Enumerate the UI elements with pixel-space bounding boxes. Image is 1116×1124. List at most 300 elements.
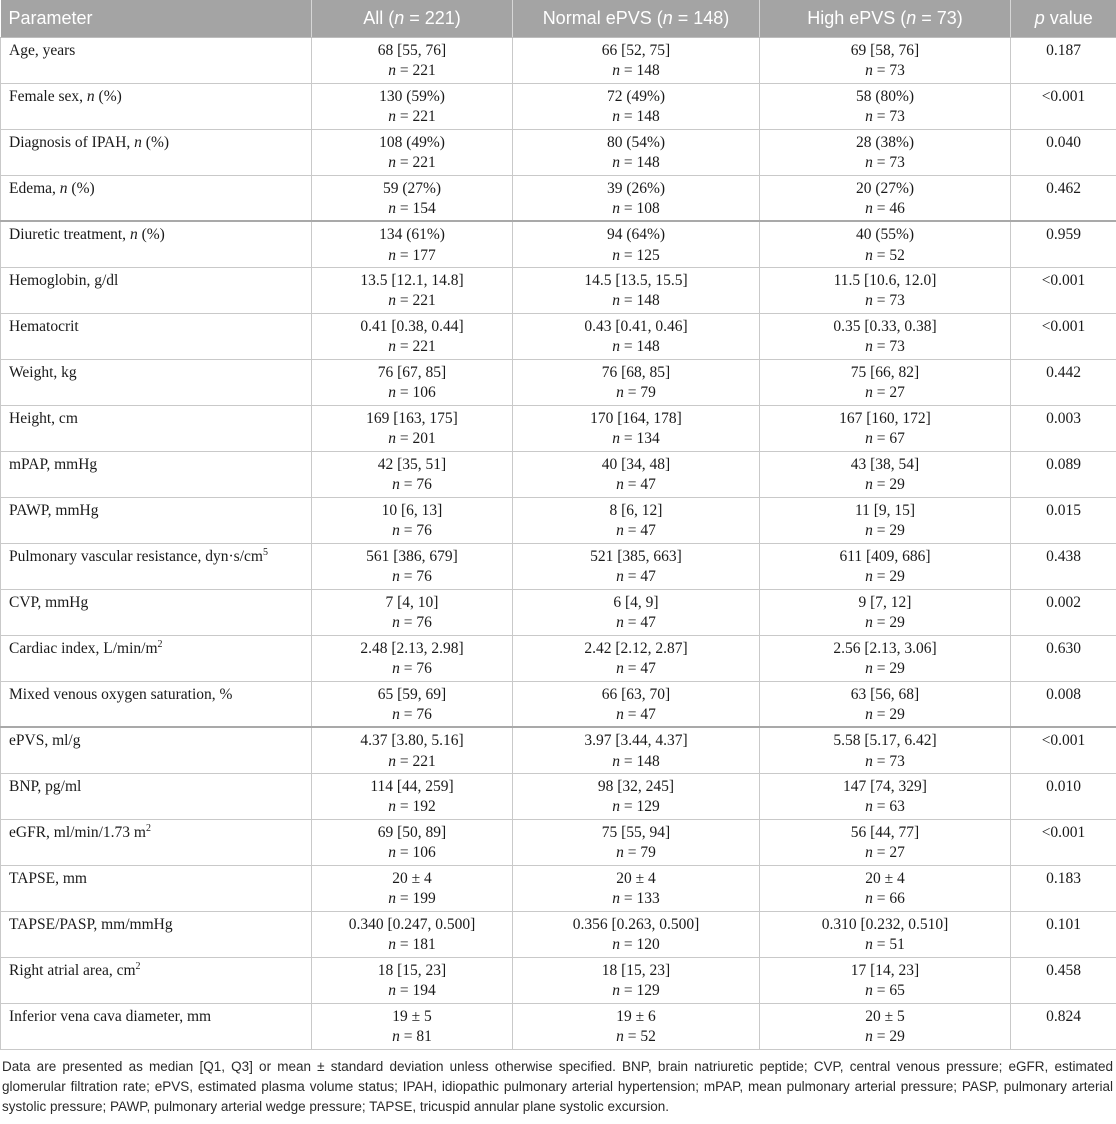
- all-cell: [312, 175, 513, 221]
- value-text: 8 [6, 12]: [609, 501, 663, 519]
- parameter-label: Right atrial area, cm: [9, 961, 136, 979]
- n-count: n = 76: [392, 706, 432, 723]
- parameter-label: Diagnosis of IPAH, n (%): [9, 133, 170, 151]
- value-text: 13.5 [12.1, 14.8]: [360, 271, 464, 289]
- n-count: n = 221: [388, 154, 436, 171]
- value-text: 68 [55, 76]: [377, 41, 447, 59]
- parameter-cell: [1, 267, 312, 313]
- value-text: 561 [386, 679]: [366, 547, 458, 565]
- n-count: n = 47: [616, 614, 656, 631]
- n-count: n = 27: [865, 844, 905, 861]
- p-value-cell: [1011, 635, 1116, 681]
- p-value: 0.442: [1046, 363, 1081, 381]
- p-value: 0.959: [1046, 226, 1081, 243]
- n-count: n = 47: [616, 476, 656, 493]
- n-count: n = 79: [616, 384, 656, 401]
- all-cell: [312, 221, 513, 267]
- n-count: n = 221: [388, 752, 436, 770]
- parameter-cell: [1, 313, 312, 359]
- value-text: 76 [67, 85]: [377, 363, 447, 381]
- table-row: [1, 543, 1116, 589]
- value-text: 14.5 [13.5, 15.5]: [584, 271, 688, 289]
- high-cell: [760, 175, 1011, 221]
- table-row: [1, 221, 1116, 267]
- parameter-label: eGFR, ml/min/1.73 m: [9, 823, 146, 841]
- value-text: 611 [409, 686]: [839, 547, 931, 565]
- parameter-cell: [1, 635, 312, 681]
- value-text: 7 [4, 10]: [385, 593, 439, 611]
- normal-cell: [513, 83, 760, 129]
- n-count: n = 201: [388, 430, 436, 447]
- n-count: n = 134: [612, 430, 660, 447]
- value-text: 69 [50, 89]: [377, 823, 447, 841]
- n-count: n = 29: [865, 568, 905, 585]
- value-text: 66 [52, 75]: [601, 41, 671, 59]
- parameter-label: Height, cm: [9, 409, 78, 427]
- normal-cell: [513, 1003, 760, 1049]
- table-row: [1, 359, 1116, 405]
- parameter-cell: [1, 221, 312, 267]
- p-value-cell: [1011, 773, 1116, 819]
- value-text: 134 (61%): [379, 226, 445, 243]
- p-value-cell: [1011, 957, 1116, 1003]
- value-text: 59 (27%): [382, 179, 442, 197]
- value-text: 58 (80%): [855, 87, 915, 105]
- parameter-cell: [1, 405, 312, 451]
- header-all: All (n = 221): [312, 0, 513, 37]
- table-row: [1, 957, 1116, 1003]
- unit-superscript: 2: [157, 638, 163, 650]
- value-text: 130 (59%): [379, 87, 445, 105]
- p-value: <0.001: [1041, 732, 1086, 749]
- n-count: n = 52: [616, 1028, 656, 1045]
- all-cell: [312, 129, 513, 175]
- normal-cell: [513, 497, 760, 543]
- n-count: n = 120: [612, 936, 660, 953]
- table-row: [1, 911, 1116, 957]
- value-text: 40 (55%): [855, 226, 915, 243]
- high-cell: [760, 1003, 1011, 1049]
- p-value: 0.183: [1046, 869, 1081, 887]
- value-text: 6 [4, 9]: [613, 593, 659, 611]
- parameter-cell: [1, 129, 312, 175]
- unit-superscript: 2: [135, 960, 141, 972]
- p-value: 0.089: [1046, 455, 1081, 473]
- all-cell: [312, 37, 513, 83]
- p-value-cell: [1011, 175, 1116, 221]
- parameter-label: PAWP, mmHg: [9, 501, 99, 519]
- value-text: 170 [164, 178]: [590, 409, 682, 427]
- parameter-label: TAPSE/PASP, mm/mmHg: [9, 915, 173, 933]
- n-count: n = 51: [865, 936, 905, 953]
- value-text: 2.48 [2.13, 2.98]: [360, 639, 464, 657]
- n-count: n = 79: [616, 844, 656, 861]
- table-row: [1, 497, 1116, 543]
- n-count: n = 76: [392, 568, 432, 585]
- value-text: 2.42 [2.12, 2.87]: [584, 639, 688, 657]
- all-cell: [312, 865, 513, 911]
- normal-cell: [513, 267, 760, 313]
- p-value-cell: [1011, 543, 1116, 589]
- p-value-cell: [1011, 221, 1116, 267]
- n-count: n = 65: [865, 982, 905, 999]
- n-count: n = 221: [388, 292, 436, 309]
- n-count: n = 46: [865, 200, 905, 217]
- high-cell: [760, 497, 1011, 543]
- value-text: 76 [68, 85]: [601, 363, 671, 381]
- normal-cell: [513, 589, 760, 635]
- parameter-label: Diuretic treatment, n (%): [9, 226, 165, 243]
- p-value: <0.001: [1041, 271, 1086, 289]
- all-cell: [312, 681, 513, 727]
- high-cell: [760, 313, 1011, 359]
- parameter-label: Age, years: [9, 41, 76, 59]
- p-value-cell: [1011, 405, 1116, 451]
- value-text: 28 (38%): [855, 133, 915, 151]
- normal-cell: [513, 129, 760, 175]
- value-text: 43 [38, 54]: [850, 455, 920, 473]
- parameter-cell: [1, 727, 312, 773]
- n-count: n = 63: [865, 798, 905, 815]
- normal-cell: [513, 865, 760, 911]
- n-count: n = 192: [388, 798, 436, 815]
- value-text: 167 [160, 172]: [839, 409, 931, 427]
- normal-cell: [513, 635, 760, 681]
- n-count: n = 76: [392, 476, 432, 493]
- n-count: n = 81: [392, 1028, 432, 1045]
- parameter-cell: [1, 957, 312, 1003]
- p-value-cell: [1011, 819, 1116, 865]
- table-row: [1, 589, 1116, 635]
- n-count: n = 125: [612, 246, 660, 264]
- high-cell: [760, 405, 1011, 451]
- high-cell: [760, 83, 1011, 129]
- high-cell: [760, 773, 1011, 819]
- p-value-cell: [1011, 359, 1116, 405]
- parameter-label: Mixed venous oxygen saturation, %: [9, 685, 233, 703]
- value-text: 0.43 [0.41, 0.46]: [584, 317, 688, 335]
- parameter-cell: [1, 819, 312, 865]
- p-value-cell: [1011, 37, 1116, 83]
- n-count: n = 47: [616, 660, 656, 677]
- value-text: 3.97 [3.44, 4.37]: [584, 732, 688, 749]
- value-text: 0.41 [0.38, 0.44]: [360, 317, 464, 335]
- p-value-cell: [1011, 911, 1116, 957]
- value-text: 40 [34, 48]: [601, 455, 671, 473]
- p-value: <0.001: [1041, 823, 1086, 841]
- parameter-cell: [1, 37, 312, 83]
- value-text: 98 [32, 245]: [597, 777, 675, 795]
- n-count: n = 154: [388, 200, 436, 217]
- table-row: [1, 451, 1116, 497]
- n-count: n = 73: [865, 752, 905, 770]
- value-text: 20 (27%): [855, 179, 915, 197]
- header-normal-epvs: Normal ePVS (n = 148): [513, 0, 760, 37]
- value-text: 147 [74, 329]: [843, 777, 927, 795]
- table-row: [1, 727, 1116, 773]
- value-text: 39 (26%): [606, 179, 666, 197]
- n-count: n = 181: [388, 936, 436, 953]
- parameter-cell: [1, 497, 312, 543]
- p-value-cell: [1011, 497, 1116, 543]
- n-count: n = 129: [612, 982, 660, 999]
- n-count: n = 106: [388, 844, 436, 861]
- high-cell: [760, 267, 1011, 313]
- n-count: n = 47: [616, 568, 656, 585]
- parameter-label: ePVS, ml/g: [9, 732, 81, 749]
- table-row: [1, 37, 1116, 83]
- normal-cell: [513, 175, 760, 221]
- value-text: 56 [44, 77]: [850, 823, 920, 841]
- parameter-label: Cardiac index, L/min/m: [9, 639, 158, 657]
- high-cell: [760, 727, 1011, 773]
- n-count: n = 29: [865, 476, 905, 493]
- parameter-label: Inferior vena cava diameter, mm: [9, 1007, 212, 1025]
- parameter-cell: [1, 175, 312, 221]
- value-text: 4.37 [3.80, 5.16]: [360, 732, 464, 749]
- all-cell: [312, 1003, 513, 1049]
- value-text: 20 ± 4: [392, 869, 432, 887]
- n-count: n = 73: [865, 62, 905, 79]
- all-cell: [312, 313, 513, 359]
- table-row: [1, 83, 1116, 129]
- value-text: 10 [6, 13]: [381, 501, 443, 519]
- value-text: 20 ± 5: [865, 1007, 905, 1025]
- normal-cell: [513, 451, 760, 497]
- p-value-cell: [1011, 865, 1116, 911]
- n-count: n = 73: [865, 338, 905, 355]
- value-text: 17 [14, 23]: [850, 961, 920, 979]
- n-count: n = 108: [612, 200, 660, 217]
- value-text: 0.356 [0.263, 0.500]: [572, 915, 700, 933]
- value-text: 75 [66, 82]: [850, 363, 920, 381]
- table-row: [1, 773, 1116, 819]
- high-cell: [760, 37, 1011, 83]
- value-text: 521 [385, 663]: [590, 547, 682, 565]
- all-cell: [312, 819, 513, 865]
- value-text: 65 [59, 69]: [377, 685, 447, 703]
- parameter-label: Pulmonary vascular resistance, dyn·s/cm: [9, 547, 263, 565]
- high-cell: [760, 359, 1011, 405]
- p-value: 0.187: [1046, 41, 1081, 59]
- n-count: n = 29: [865, 706, 905, 723]
- parameter-cell: [1, 911, 312, 957]
- p-value: 0.002: [1046, 593, 1081, 611]
- value-text: 0.35 [0.33, 0.38]: [833, 317, 937, 335]
- n-count: n = 73: [865, 154, 905, 171]
- p-value-cell: [1011, 267, 1116, 313]
- n-count: n = 199: [388, 890, 436, 907]
- normal-cell: [513, 819, 760, 865]
- parameter-label: mPAP, mmHg: [9, 455, 98, 473]
- parameter-label: BNP, pg/ml: [9, 777, 82, 795]
- parameter-cell: [1, 681, 312, 727]
- header-p-value: p value: [1011, 0, 1116, 37]
- p-value-cell: [1011, 589, 1116, 635]
- parameter-label: Female sex, n (%): [9, 87, 122, 105]
- n-count: n = 148: [612, 338, 660, 355]
- table-row: [1, 681, 1116, 727]
- table-body: [1, 37, 1116, 1049]
- n-count: n = 148: [612, 154, 660, 171]
- p-value: <0.001: [1041, 87, 1086, 105]
- high-cell: [760, 681, 1011, 727]
- normal-cell: [513, 957, 760, 1003]
- normal-cell: [513, 543, 760, 589]
- high-cell: [760, 221, 1011, 267]
- high-cell: [760, 957, 1011, 1003]
- high-cell: [760, 635, 1011, 681]
- normal-cell: [513, 405, 760, 451]
- p-value: 0.015: [1046, 501, 1081, 519]
- value-text: 18 [15, 23]: [601, 961, 671, 979]
- n-count: n = 29: [865, 660, 905, 677]
- all-cell: [312, 359, 513, 405]
- value-text: 9 [7, 12]: [858, 593, 912, 611]
- all-cell: [312, 497, 513, 543]
- p-value: 0.824: [1046, 1007, 1081, 1025]
- value-text: 20 ± 4: [616, 869, 656, 887]
- p-value: 0.040: [1046, 133, 1081, 151]
- value-text: 42 [35, 51]: [377, 455, 447, 473]
- table-row: [1, 405, 1116, 451]
- table-row: [1, 313, 1116, 359]
- table-row: [1, 865, 1116, 911]
- p-value: 0.003: [1046, 409, 1081, 427]
- normal-cell: [513, 221, 760, 267]
- value-text: 19 ± 5: [392, 1007, 432, 1025]
- n-count: n = 47: [616, 522, 656, 539]
- table-row: [1, 1003, 1116, 1049]
- p-value: 0.462: [1046, 179, 1081, 197]
- p-value: 0.010: [1046, 777, 1081, 795]
- table-row: [1, 819, 1116, 865]
- all-cell: [312, 773, 513, 819]
- n-count: n = 29: [865, 614, 905, 631]
- parameter-cell: [1, 83, 312, 129]
- n-count: n = 148: [612, 292, 660, 309]
- header-high-epvs: High ePVS (n = 73): [760, 0, 1011, 37]
- high-cell: [760, 543, 1011, 589]
- n-count: n = 66: [865, 890, 905, 907]
- n-count: n = 133: [612, 890, 660, 907]
- value-text: 20 ± 4: [865, 869, 905, 887]
- n-count: n = 29: [865, 1028, 905, 1045]
- all-cell: [312, 451, 513, 497]
- n-count: n = 221: [388, 108, 436, 125]
- n-count: n = 148: [612, 108, 660, 125]
- high-cell: [760, 865, 1011, 911]
- n-count: n = 129: [612, 798, 660, 815]
- normal-cell: [513, 727, 760, 773]
- n-count: n = 76: [392, 614, 432, 631]
- value-text: 0.340 [0.247, 0.500]: [348, 915, 476, 933]
- n-count: n = 148: [612, 752, 660, 770]
- normal-cell: [513, 773, 760, 819]
- parameter-label: Hemoglobin, g/dl: [9, 271, 119, 289]
- value-text: 108 (49%): [379, 133, 445, 151]
- n-count: n = 73: [865, 292, 905, 309]
- all-cell: [312, 589, 513, 635]
- n-count: n = 52: [865, 246, 905, 264]
- parameter-cell: [1, 773, 312, 819]
- high-cell: [760, 819, 1011, 865]
- normal-cell: [513, 681, 760, 727]
- p-value-cell: [1011, 313, 1116, 359]
- value-text: 72 (49%): [606, 87, 666, 105]
- all-cell: [312, 635, 513, 681]
- p-value: 0.630: [1046, 639, 1081, 657]
- parameter-cell: [1, 451, 312, 497]
- all-cell: [312, 727, 513, 773]
- parameter-label: CVP, mmHg: [9, 593, 89, 611]
- value-text: 169 [163, 175]: [366, 409, 458, 427]
- p-value: 0.008: [1046, 685, 1081, 703]
- value-text: 11.5 [10.6, 12.0]: [833, 271, 937, 289]
- all-cell: [312, 267, 513, 313]
- p-value-cell: [1011, 451, 1116, 497]
- n-count: n = 106: [388, 384, 436, 401]
- unit-superscript: 2: [145, 822, 151, 834]
- parameter-cell: [1, 543, 312, 589]
- table-row: [1, 267, 1116, 313]
- n-count: n = 73: [865, 108, 905, 125]
- header-row: [1, 0, 1116, 37]
- value-text: 19 ± 6: [616, 1007, 656, 1025]
- p-value-cell: [1011, 681, 1116, 727]
- parameter-cell: [1, 359, 312, 405]
- value-text: 11 [9, 15]: [854, 501, 916, 519]
- all-cell: [312, 543, 513, 589]
- value-text: 2.56 [2.13, 3.06]: [833, 639, 937, 657]
- all-cell: [312, 911, 513, 957]
- p-value-cell: [1011, 83, 1116, 129]
- high-cell: [760, 911, 1011, 957]
- value-text: 94 (64%): [606, 226, 666, 243]
- value-text: 18 [15, 23]: [377, 961, 447, 979]
- n-count: n = 177: [388, 246, 436, 264]
- n-count: n = 194: [388, 982, 436, 999]
- parameter-label: TAPSE, mm: [9, 869, 87, 887]
- parameter-cell: [1, 865, 312, 911]
- table-row: [1, 175, 1116, 221]
- table-row: [1, 635, 1116, 681]
- n-count: n = 29: [865, 522, 905, 539]
- value-text: 69 [58, 76]: [850, 41, 920, 59]
- n-count: n = 221: [388, 338, 436, 355]
- value-text: 80 (54%): [606, 133, 666, 151]
- parameter-label: Weight, kg: [9, 363, 77, 381]
- normal-cell: [513, 37, 760, 83]
- p-value: 0.101: [1046, 915, 1081, 933]
- p-value: 0.458: [1046, 961, 1081, 979]
- n-count: n = 27: [865, 384, 905, 401]
- table-footnote: Data are presented as median [Q1, Q3] or mean ± standard deviation unless otherwise specified. BNP, brain natriuretic peptide; CVP, central venous pressure; eGFR, estimated glomerular filtration rate; ePVS, estimated plasma volume status; IPAH, idiopathic pulmonary arterial hypertension; mPAP, mean pulmonary arterial pressure; PASP, pulmonary arterial systolic pressure; PAWP, pulmonary arterial wedge pressure; TAPSE, tricuspid annular plane systolic excursion.: [2, 1058, 1113, 1114]
- value-text: 114 [44, 259]: [370, 777, 454, 795]
- all-cell: [312, 405, 513, 451]
- table-header: [1, 0, 1116, 37]
- normal-cell: [513, 359, 760, 405]
- value-text: 66 [63, 70]: [601, 685, 671, 703]
- parameter-cell: [1, 1003, 312, 1049]
- n-count: n = 76: [392, 660, 432, 677]
- table-row: [1, 129, 1116, 175]
- n-count: n = 47: [616, 706, 656, 723]
- high-cell: [760, 451, 1011, 497]
- value-text: 63 [56, 68]: [850, 685, 920, 703]
- parameter-label: Edema, n (%): [9, 179, 95, 197]
- header-parameter: Parameter: [1, 0, 312, 37]
